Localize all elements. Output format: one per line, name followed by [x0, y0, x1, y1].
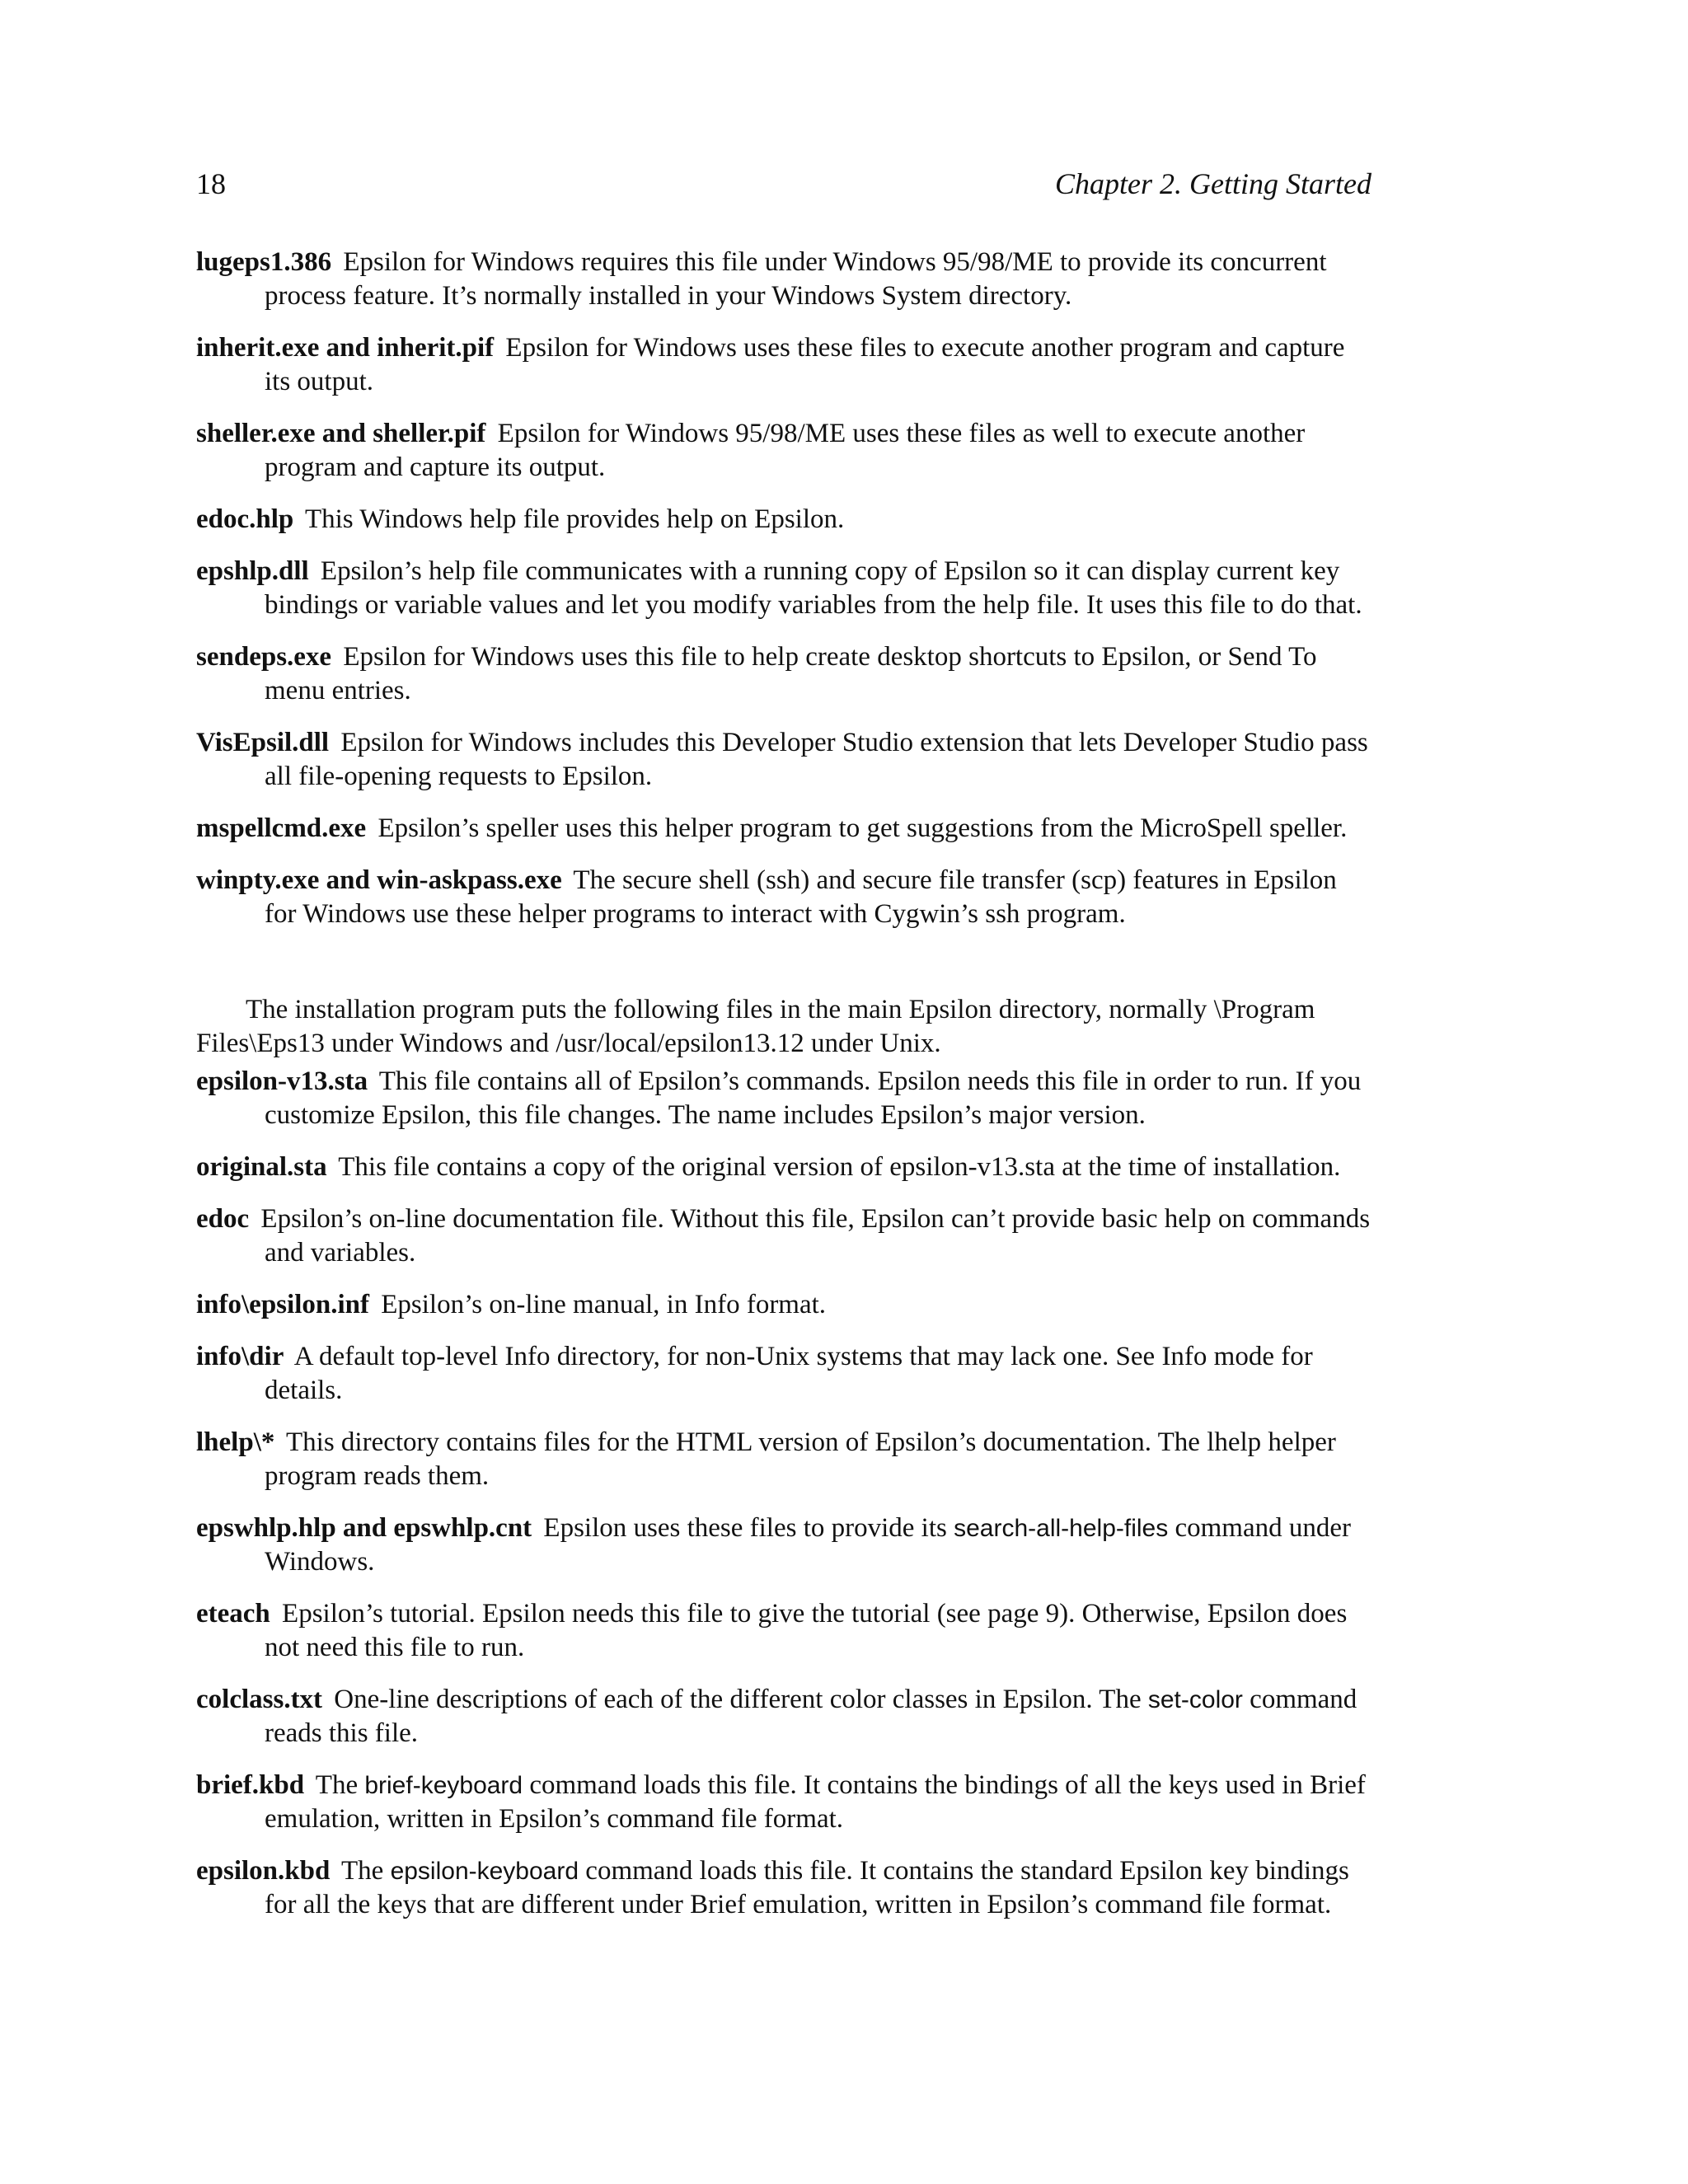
- list-item: [196, 1683, 1375, 1750]
- list-item: [196, 555, 1375, 622]
- file-description: A default top-level Info directory, for non-Unix systems that may lack one. See Info mode for details.: [265, 1342, 1313, 1405]
- list-item: [196, 1769, 1375, 1836]
- file-description: Epsilon for Windows 95/98/ME uses these files as well to execute another program and capture its output.: [265, 419, 1306, 482]
- list-item: [196, 1202, 1375, 1270]
- page-number: 18: [196, 167, 226, 200]
- file-term: brief.kbd: [196, 1770, 305, 1800]
- file-description: Epsilon for Windows requires this file under Windows 95/98/ME to provide its concurrent process feature. It’s normally installed in your Windows System directory.: [265, 247, 1327, 311]
- file-description: Epsilon’s on-line documentation file. Without this file, Epsilon can’t provide basic help on commands and variables.: [260, 1204, 1371, 1268]
- file-description: This file contains a copy of the original version of epsilon-v13.sta at the time of installation.: [338, 1152, 1341, 1182]
- file-description: The secure shell (ssh) and secure file transfer (scp) features in Epsilon for Windows use these helper programs to interact with Cygwin’s ssh program.: [265, 865, 1337, 929]
- file-term: mspellcmd.exe: [196, 813, 367, 843]
- file-term: sendeps.exe: [196, 642, 332, 672]
- file-description: Epsilon uses these files to provide its: [543, 1513, 947, 1543]
- file-term: lhelp\*: [196, 1427, 275, 1457]
- file-description: command reads this file.: [265, 1685, 1357, 1748]
- list-item: [196, 503, 1375, 537]
- file-term: sheller.exe and sheller.pif: [196, 419, 486, 448]
- file-term: VisEpsil.dll: [196, 728, 330, 757]
- file-description: The: [341, 1856, 384, 1886]
- file-term: lugeps1.386: [196, 247, 332, 277]
- file-term: info\dir: [196, 1342, 284, 1371]
- file-term: epshlp.dll: [196, 556, 309, 586]
- file-term: colclass.txt: [196, 1685, 323, 1714]
- command-name: brief-keyboard: [364, 1772, 523, 1799]
- list-item: [196, 331, 1375, 399]
- file-description: command loads this file. It contains the standard Epsilon key bindings for all the keys that are different under Brief emulation, written in Epsilon’s command file format.: [265, 1856, 1349, 1919]
- file-description: The: [315, 1770, 359, 1800]
- file-description: Epsilon for Windows uses this file to help create desktop shortcuts to Epsilon, or Send To menu entries.: [265, 642, 1317, 705]
- file-term: info\epsilon.inf: [196, 1290, 369, 1319]
- command-name: epsilon-keyboard: [390, 1858, 579, 1885]
- file-term: edoc: [196, 1204, 250, 1234]
- file-description: command under Windows.: [265, 1513, 1352, 1577]
- file-description: command loads this file. It contains the bindings of all the keys used in Brief emulation, written in Epsilon’s command file format.: [265, 1770, 1366, 1834]
- body-paragraph: The installation program puts the following files in the main Epsilon directory, normally \Program Files\Eps13 under Windows and /usr/local/epsilon13.12 under Unix.: [196, 995, 1315, 1058]
- file-term: edoc.hlp: [196, 504, 294, 534]
- file-description: One-line descriptions of each of the different color classes in Epsilon. The: [334, 1685, 1142, 1714]
- list-item: [196, 640, 1375, 708]
- file-description: Epsilon for Windows includes this Developer Studio extension that lets Developer Studio pass all file-opening requests to Epsilon.: [265, 728, 1368, 791]
- list-item: [196, 1597, 1375, 1665]
- definition-list-main-files: [196, 1065, 1375, 1940]
- file-description: This directory contains files for the HTML version of Epsilon’s documentation. The lhelp helper program reads them.: [265, 1427, 1336, 1491]
- file-description: This Windows help file provides help on Epsilon.: [304, 504, 845, 534]
- list-item: [196, 864, 1375, 931]
- file-term: eteach: [196, 1599, 270, 1629]
- file-term: winpty.exe and win-askpass.exe: [196, 865, 562, 895]
- file-term: original.sta: [196, 1152, 327, 1182]
- file-description: Epsilon’s tutorial. Epsilon needs this file to give the tutorial (see page 9). Otherwise, Epsilon does not need this file to run.: [265, 1599, 1348, 1662]
- list-item: [196, 1426, 1375, 1493]
- file-description: Epsilon’s help file communicates with a running copy of Epsilon so it can display current key bindings or variable values and let you modify variables from the help file. It uses this file to do that.: [265, 556, 1362, 620]
- running-head: Chapter 2. Getting Started: [1055, 167, 1372, 200]
- list-item: [196, 1511, 1375, 1579]
- list-item: [196, 1151, 1375, 1184]
- file-description: Epsilon’s on-line manual, in Info format.: [381, 1290, 827, 1319]
- file-description: This file contains all of Epsilon’s commands. Epsilon needs this file in order to run. If you customize Epsilon, this file changes. The name includes Epsilon’s major version.: [265, 1066, 1362, 1130]
- command-name: search-all-help-files: [954, 1515, 1169, 1542]
- list-item: [196, 1854, 1375, 1922]
- definition-list-system-files: [196, 246, 1375, 949]
- list-item: [196, 812, 1375, 846]
- file-description: Epsilon’s speller uses this helper program to get suggestions from the MicroSpell speller.: [377, 813, 1348, 843]
- list-item: [196, 1288, 1375, 1322]
- file-term: inherit.exe and inherit.pif: [196, 333, 495, 363]
- file-description: Epsilon for Windows uses these files to execute another program and capture its output.: [265, 333, 1345, 396]
- file-term: epsilon-v13.sta: [196, 1066, 368, 1096]
- file-term: epsilon.kbd: [196, 1856, 331, 1886]
- command-name: set-color: [1147, 1686, 1243, 1713]
- list-item: [196, 726, 1375, 794]
- list-item: [196, 246, 1375, 313]
- list-item: [196, 417, 1375, 485]
- list-item: [196, 1065, 1375, 1132]
- page-header: [196, 166, 1372, 208]
- list-item: [196, 1340, 1375, 1408]
- file-term: epswhlp.hlp and epswhlp.cnt: [196, 1513, 532, 1543]
